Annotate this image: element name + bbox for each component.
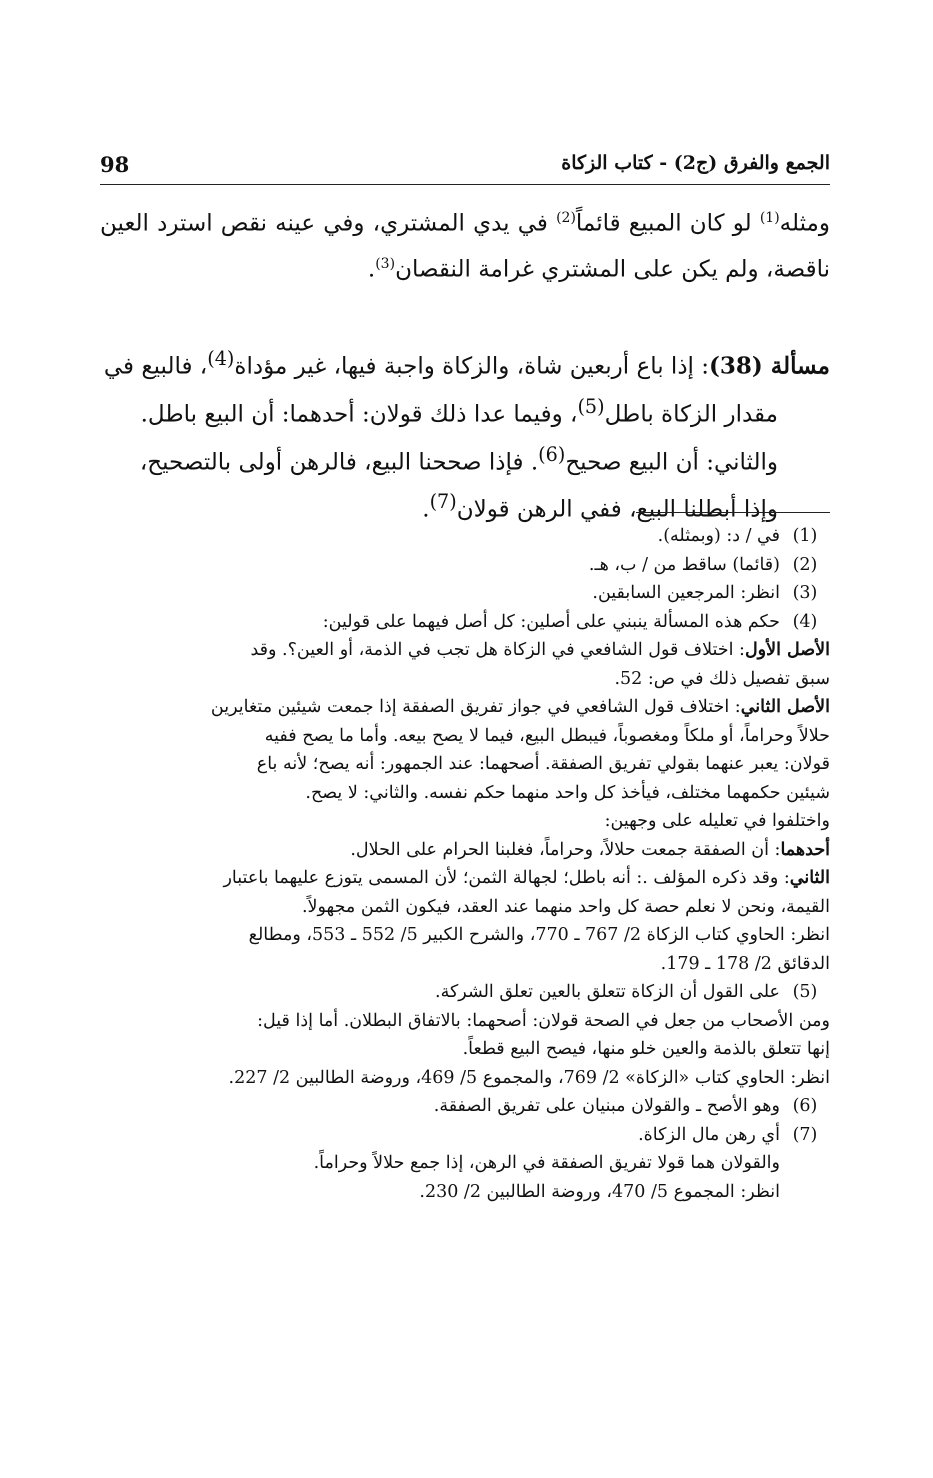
footnote-reference: انظر: المجموع 5/ 470، وروضة الطالبين 2/ 230.: [419, 1181, 780, 1202]
footnote-text: وهو الأصح ـ والقولان مبنيان على تفريق الصفقة.: [433, 1096, 780, 1116]
footnote-text: إنها تتعلق بالذمة والعين خلو منها، فيصح البيع قطعاً.: [462, 1039, 830, 1059]
masala-line: [100, 387, 830, 435]
text-run: : إذا باع أربعين شاة، والزكاة واجبة فيها، غير مؤداة: [234, 353, 710, 380]
footnote-subheading: أحدهما: [780, 839, 830, 860]
footnote-text: ومن الأصحاب من جعل في الصحة قولان: أصحهما: بالاتفاق البطلان. أما إذا قيل:: [257, 1010, 830, 1031]
opening-paragraph: [100, 198, 830, 289]
footnote-text: سبق تفصيل ذلك في ص: 52.: [614, 668, 830, 689]
footnote-reference: الدقائق 2/ 178 ـ 179.: [660, 953, 830, 974]
page-header: [100, 150, 830, 185]
main-text: [100, 198, 830, 530]
footnote-number: (2): [792, 554, 818, 575]
masala-label: مسألة (38): [709, 352, 830, 380]
footnote-text: القيمة، ونحن لا نعلم حصة كل واحد منهما عند العقد، فيكون الثمن مجهولاً.: [301, 896, 830, 917]
running-title: الجمع والفرق (ج2) - كتاب الزكاة: [561, 152, 830, 174]
masala-line: [100, 435, 830, 483]
footnote-2: [100, 551, 830, 580]
text-run: .: [422, 496, 430, 523]
footnote-text: انظر: المرجعين السابقين.: [592, 583, 780, 603]
footnote-number: (4): [792, 611, 818, 632]
text-run: لو كان المبيع قائماً: [575, 210, 760, 237]
text-run: ، وفيما عدا ذلك قولان: أحدهما: أن البيع باطل.: [140, 401, 578, 428]
footnote-text: على القول أن الزكاة تتعلق بالعين تعلق الشركة.: [435, 982, 780, 1002]
footnote-1: [100, 522, 830, 551]
footnotes: [100, 522, 830, 1206]
masala-38: [100, 339, 830, 530]
footnote-ref: (6): [538, 442, 566, 466]
footnote-number: (7): [792, 1124, 818, 1145]
footnote-text: : اختلاف قول الشافعي في الزكاة هل تجب في الذمة، أو العين؟. وقد: [250, 640, 745, 660]
footnote-text: حكم هذه المسألة ينبني على أصلين: كل أصل فيهما على قولين:: [322, 611, 780, 632]
footnote-text: : أن الصفقة جمعت حلالاً، وحراماً، فغلبنا الحرام على الحلال.: [350, 839, 781, 860]
footnote-text: : اختلاف قول الشافعي في جواز تفريق الصفقة إذا جمعت شيئين متغايرين: [210, 697, 741, 717]
text-run: مقدار الزكاة باطل: [604, 401, 778, 428]
footnote-3: [100, 579, 830, 608]
text-run: . فإذا صححنا البيع، فالرهن أولى بالتصحيح،: [139, 449, 539, 476]
text-run: ، فالبيع في: [103, 353, 208, 380]
footnote-ref: (3): [375, 255, 396, 272]
footnote-5: [100, 978, 830, 1092]
footnote-text: شيئين حكمهما مختلف، فيأخذ كل واحد منهما حكم نفسه. والثاني: لا يصح.: [305, 782, 830, 803]
footnote-text: (قائما) ساقط من / ب، هـ.: [588, 554, 780, 575]
footnote-ref: (2): [556, 210, 576, 226]
footnote-7: [100, 1121, 830, 1207]
footnote-text: والقولان هما قولا تفريق الصفقة في الرهن، إذا جمع حلالاً وحراماً.: [313, 1153, 780, 1173]
footnote-number: (3): [792, 583, 818, 603]
footnote-reference: انظر: الحاوي كتاب «الزكاة» 2/ 769، والمجموع 5/ 469، وروضة الطالبين 2/ 227.: [228, 1067, 830, 1088]
text-run: في يدي المشتري، وفي عينه نقص استرد العين ناقصة، ولم يكن على المشتري غرامة النقصان: [100, 210, 830, 283]
footnote-ref: (4): [207, 347, 235, 371]
footnote-reference: انظر: الحاوي كتاب الزكاة 2/ 767 ـ 770، والشرح الكبير 5/ 552 ـ 553، ومطالع: [248, 925, 830, 945]
text-run: ومثله: [779, 210, 830, 237]
masala-line: [100, 339, 830, 387]
text-run: والثاني: أن البيع صحيح: [565, 449, 778, 476]
footnote-text: أي رهن مال الزكاة.: [638, 1124, 780, 1145]
footnote-6: [100, 1092, 830, 1121]
footnote-number: (5): [792, 982, 818, 1002]
footnote-text: حلالاً وحراماً، أو ملكاً ومغصوباً، فيبطل البيع، فيما لا يصح بيعه. وأما ما يصح ففيه: [264, 725, 830, 746]
text-run: وإذا أبطلنا البيع، ففي الرهن قولان: [456, 496, 778, 523]
text-run: .: [367, 256, 376, 283]
footnote-number: (1): [792, 526, 818, 546]
footnote-text: قولان: يعبر عنهما بقولي تفريق الصفقة. أصحهما: عند الجمهور: أنه يصح؛ لأنه باع: [256, 754, 830, 774]
footnote-4: [100, 608, 830, 979]
footnote-text: واختلفوا في تعليله على وجهين:: [604, 811, 830, 831]
footnote-ref: (5): [577, 394, 605, 418]
footnote-text: : وقد ذكره المؤلف .: أنه باطل؛ لجهالة الثمن؛ لأن المسمى يتوزع عليهما باعتبار: [223, 868, 790, 888]
page-number: 98: [100, 152, 130, 177]
footnote-subheading: الأصل الأول: [744, 640, 830, 660]
footnote-text: في / د: (وبمثله).: [657, 526, 780, 546]
footnote-subheading: الثاني: [789, 868, 830, 888]
footnote-ref: (7): [429, 490, 457, 514]
footnote-number: (6): [792, 1096, 818, 1116]
footnote-ref: (1): [759, 210, 780, 226]
footnote-subheading: الأصل الثاني: [740, 697, 830, 717]
footnote-separator: [636, 512, 830, 513]
